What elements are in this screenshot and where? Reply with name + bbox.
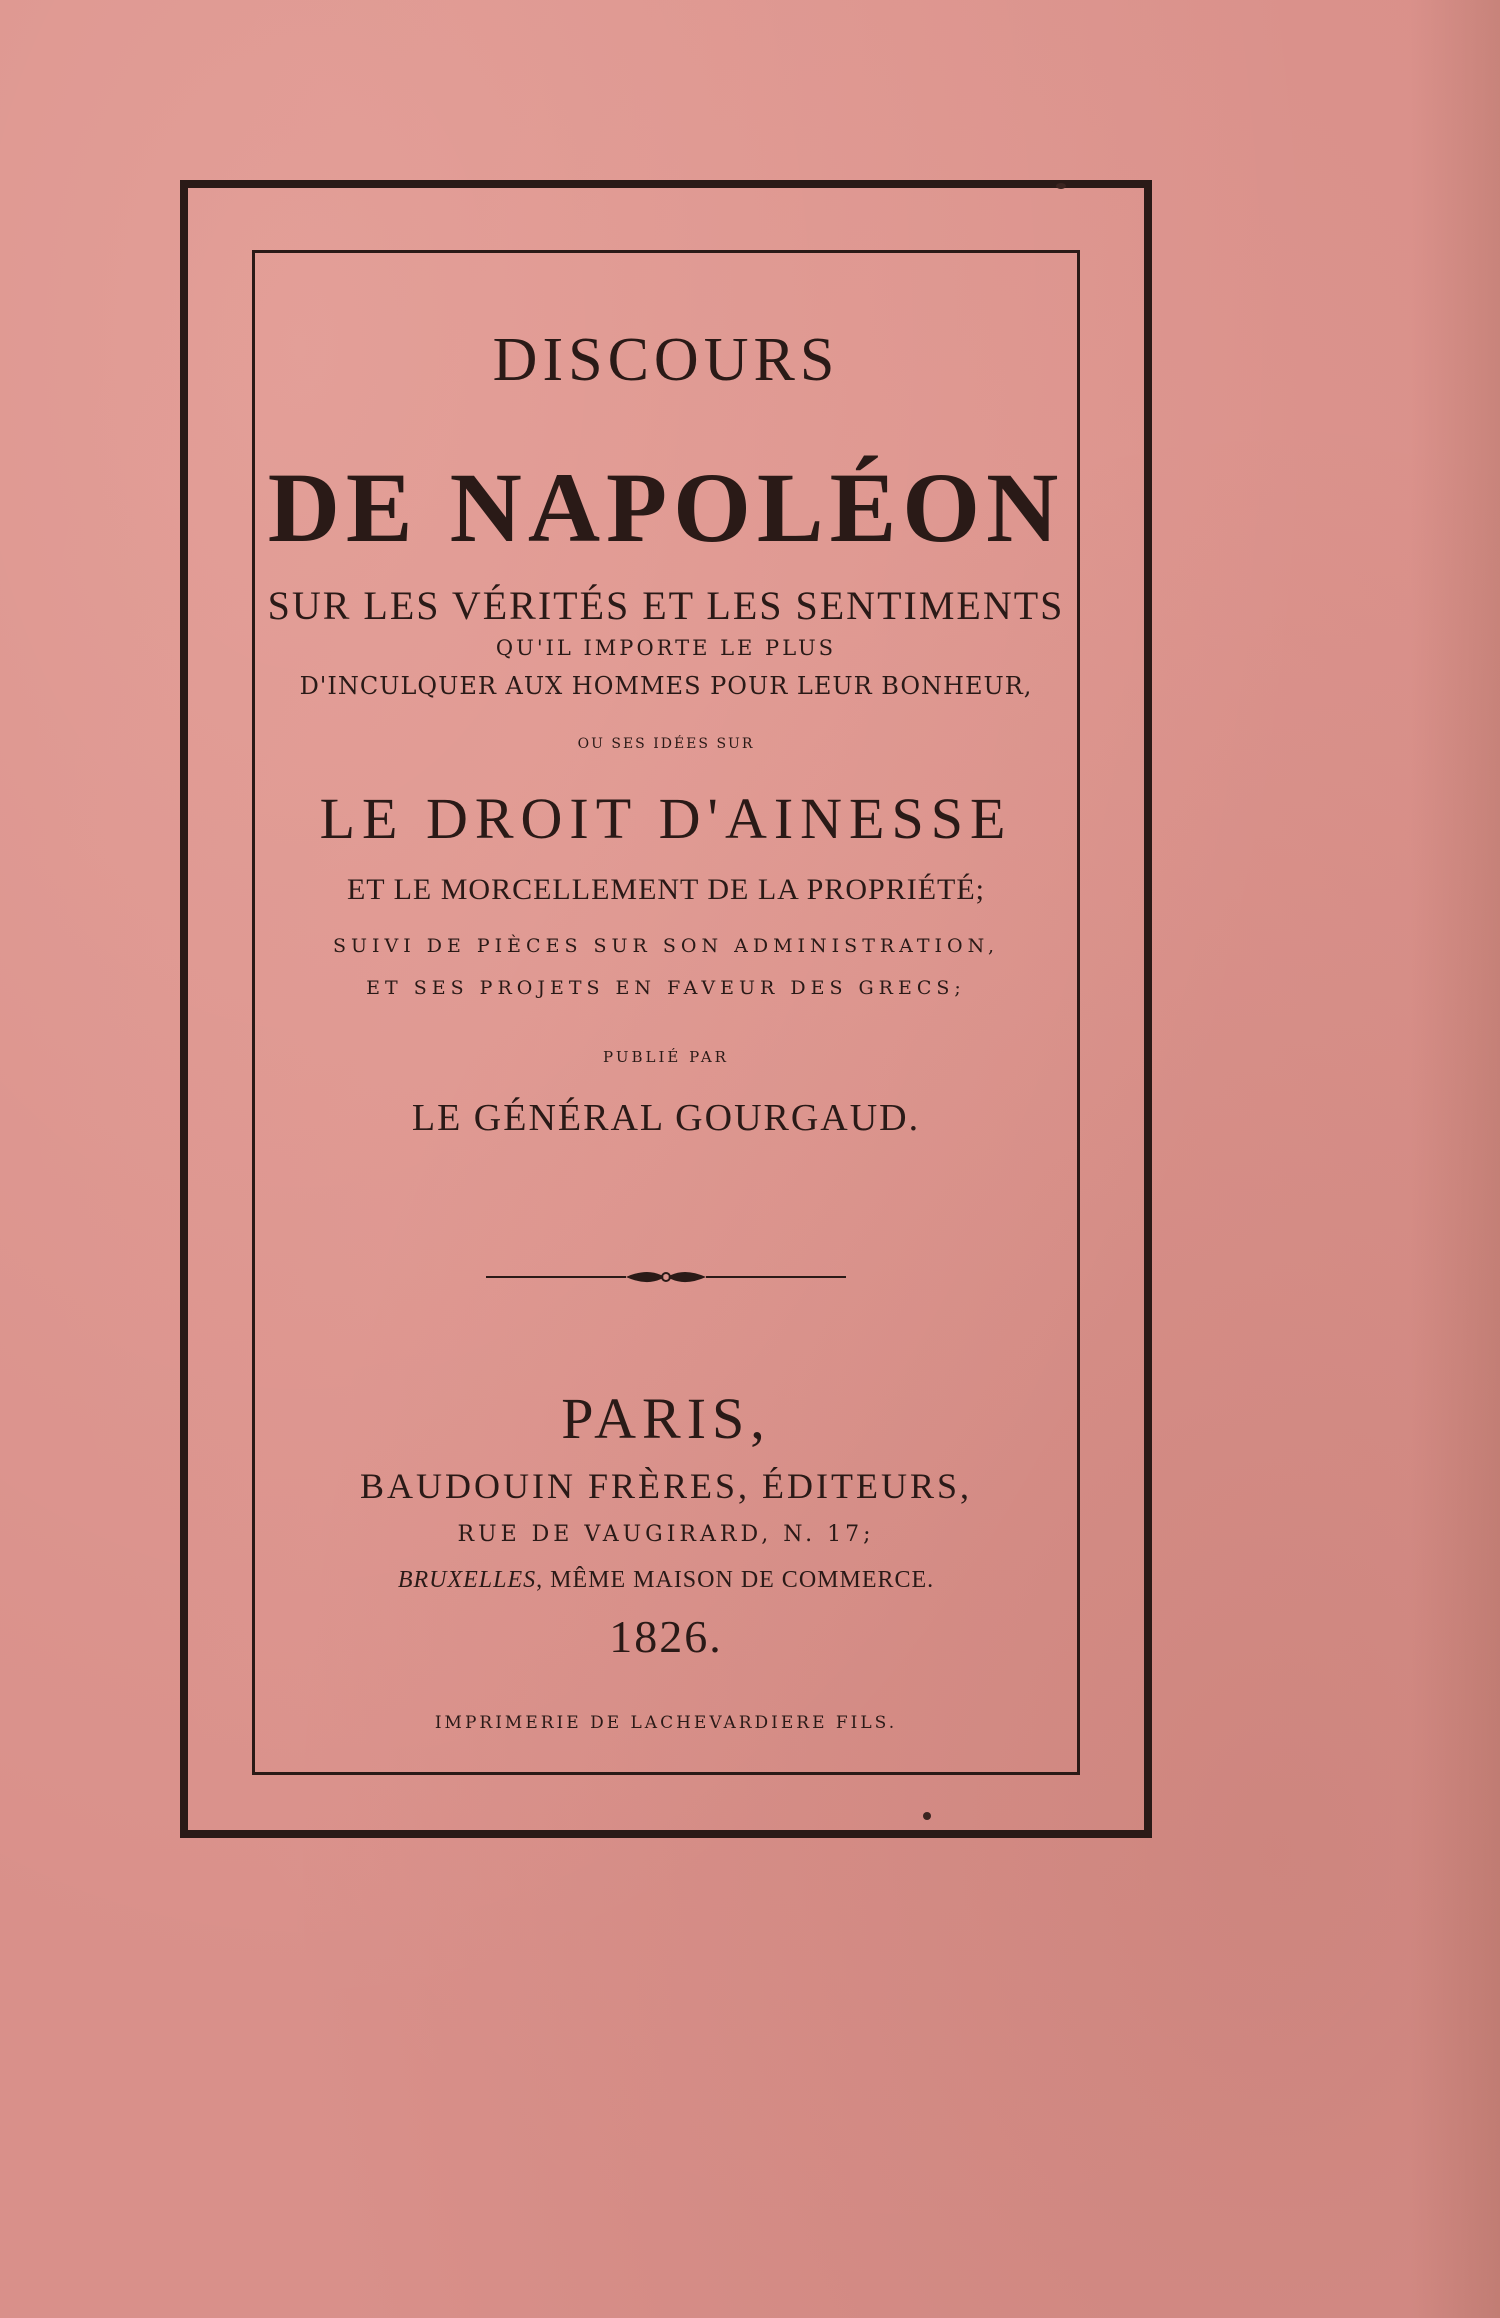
paper-edge-shadow	[1410, 0, 1500, 2318]
subtitle-ou-ses-idees: OU SES IDÉES SUR	[577, 736, 755, 752]
ornamental-rule	[486, 1262, 846, 1292]
imprint-city: PARIS,	[561, 1386, 771, 1451]
subtitle-dinculquer: D'INCULQUER AUX HOMMES POUR LEUR BONHEUR,	[299, 672, 1033, 700]
printer-line: IMPRIMERIE DE LACHEVARDIERE FILS.	[434, 1713, 898, 1733]
imprint-year: 1826.	[609, 1611, 723, 1662]
imprint-address: RUE DE VAUGIRARD, N. 17;	[457, 1522, 875, 1547]
author-name: LE GÉNÉRAL GOURGAUD.	[411, 1097, 921, 1139]
imprint-branch-city: BRUXELLES	[397, 1567, 537, 1593]
subtitle-verites: SUR LES VÉRITÉS ET LES SENTIMENTS	[267, 583, 1065, 628]
ink-spot	[923, 1812, 931, 1820]
subtitle-morcellement: ET LE MORCELLEMENT DE LA PROPRIÉTÉ;	[346, 873, 986, 906]
imprint-branch-rest: , MÊME MAISON DE COMMERCE.	[536, 1567, 935, 1593]
title-discours: DISCOURS	[492, 326, 840, 394]
ink-spot	[1056, 183, 1066, 189]
title-de-napoleon: DE NAPOLÉON	[267, 452, 1065, 563]
subtitle-projets: ET SES PROJETS EN FAVEUR DES GRECS;	[366, 977, 966, 999]
title-droit-dainesse: LE DROIT D'AINESSE	[319, 786, 1013, 851]
imprint-publisher: BAUDOUIN FRÈRES, ÉDITEURS,	[359, 1466, 973, 1506]
published-by-label: PUBLIÉ PAR	[603, 1048, 729, 1066]
subtitle-quil-importe: QU'IL IMPORTE LE PLUS	[495, 636, 837, 660]
subtitle-suivi: SUIVI DE PIÈCES SUR SON ADMINISTRATION,	[332, 935, 1000, 957]
imprint-branch	[252, 1567, 1080, 1594]
